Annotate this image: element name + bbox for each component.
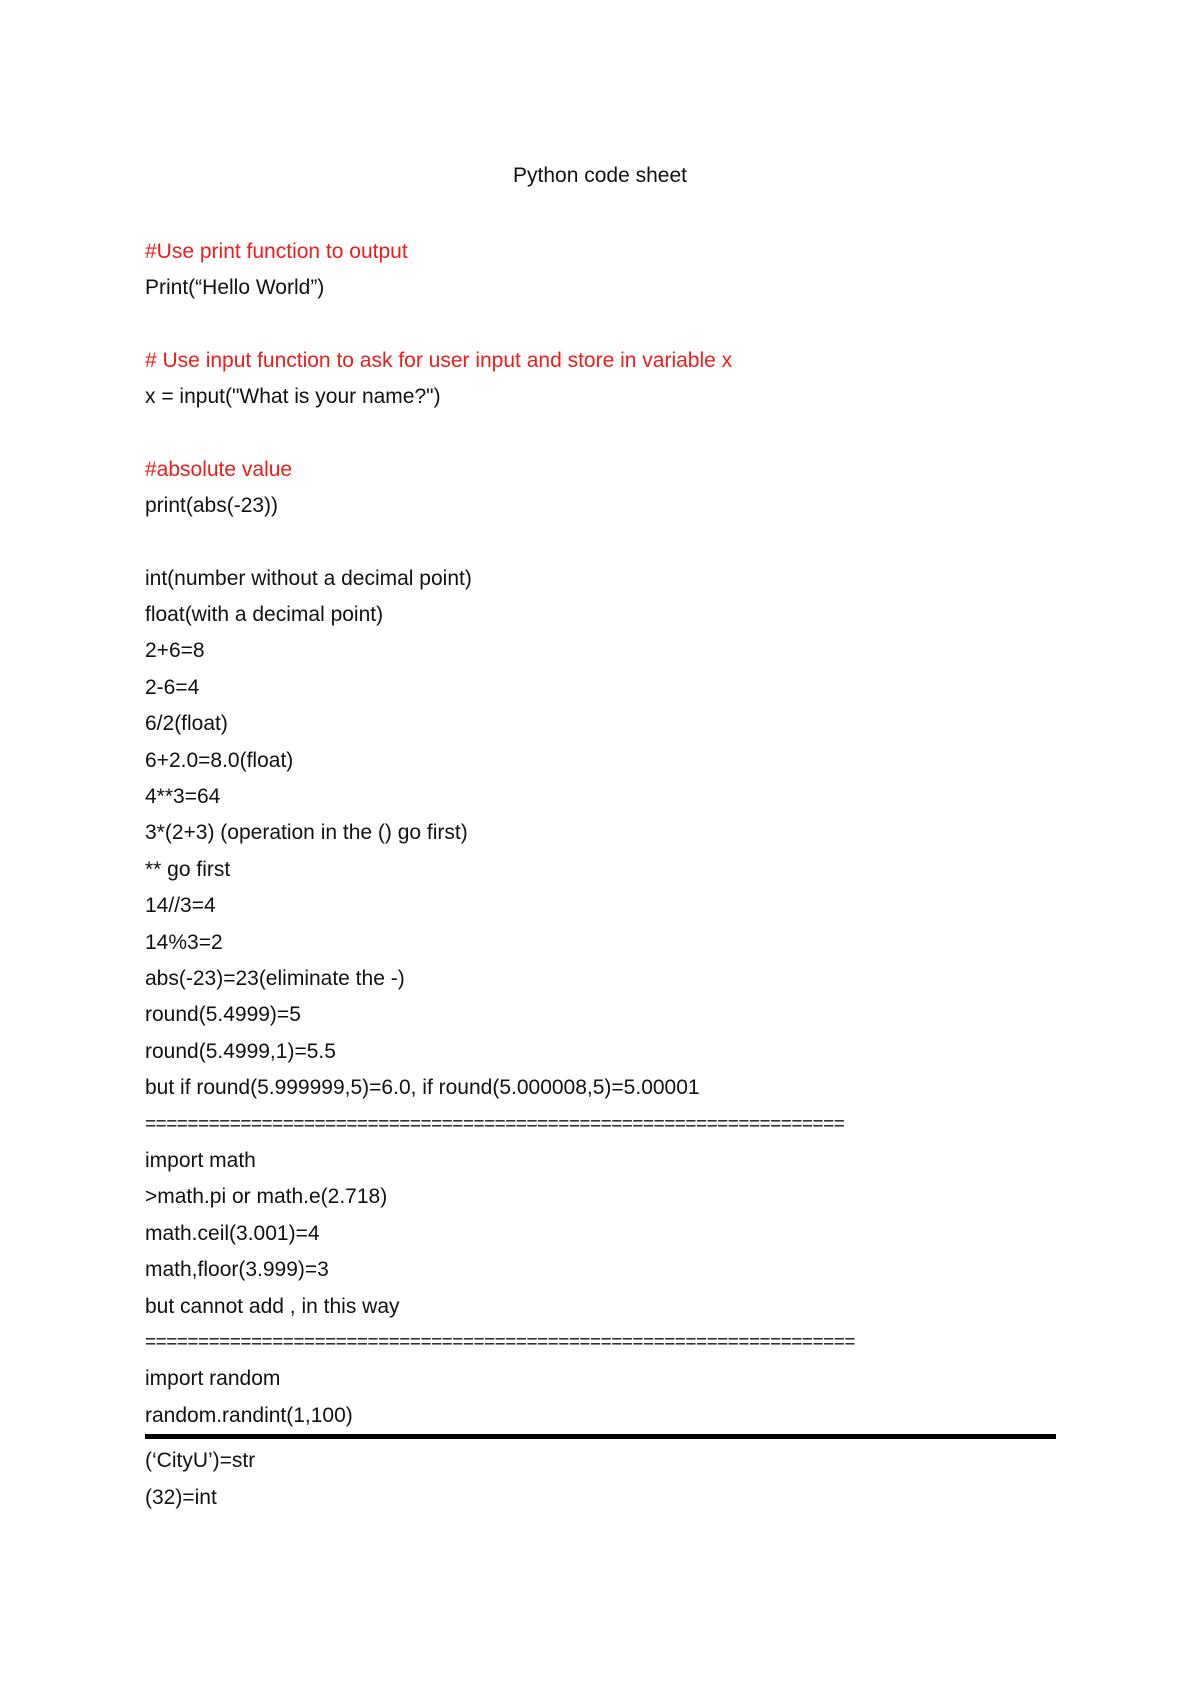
code-line: x = input("What is your name?") — [145, 385, 441, 408]
code-line: math,floor(3.999)=3 — [145, 1258, 329, 1281]
code-line: (32)=int — [145, 1486, 217, 1509]
code-line: random.randint(1,100) — [145, 1404, 353, 1427]
separator-line: ================================================================== — [145, 1114, 845, 1135]
code-line: print(abs(-23)) — [145, 494, 279, 517]
code-line: int(number without a decimal point) — [145, 567, 472, 590]
code-line: 6+2.0=8.0(float) — [145, 749, 294, 772]
comment-line: # Use input function to ask for user input and store in variable x — [145, 349, 733, 372]
code-line: 4**3=64 — [145, 785, 221, 808]
code-line: math.ceil(3.001)=4 — [145, 1222, 320, 1245]
page-title: Python code sheet — [513, 164, 687, 187]
code-line: >math.pi or math.e(2.718) — [145, 1185, 388, 1208]
comment-line: #absolute value — [145, 458, 293, 481]
code-line: but if round(5.999999,5)=6.0, if round(5.000008,5)=5.00001 — [145, 1076, 700, 1099]
horizontal-rule — [145, 1434, 1056, 1439]
comment-line: #Use print function to output — [145, 240, 408, 263]
code-line: 2+6=8 — [145, 639, 205, 662]
code-line: 2-6=4 — [145, 676, 200, 699]
code-line: round(5.4999)=5 — [145, 1003, 301, 1026]
code-line: but cannot add , in this way — [145, 1295, 400, 1318]
separator-line: =================================================================== — [145, 1332, 855, 1353]
code-line: round(5.4999,1)=5.5 — [145, 1040, 336, 1063]
code-line: ** go first — [145, 858, 231, 881]
code-line: Print(“Hello World”) — [145, 276, 325, 299]
code-line: import random — [145, 1367, 281, 1390]
code-line: 3*(2+3) (operation in the () go first) — [145, 821, 468, 844]
code-line: (‘CityU’)=str — [145, 1449, 256, 1472]
code-line: 14//3=4 — [145, 894, 216, 917]
code-line: float(with a decimal point) — [145, 603, 384, 626]
code-line: abs(-23)=23(eliminate the -) — [145, 967, 405, 990]
code-line: 6/2(float) — [145, 712, 228, 735]
code-line: import math — [145, 1149, 256, 1172]
code-line: 14%3=2 — [145, 931, 223, 954]
